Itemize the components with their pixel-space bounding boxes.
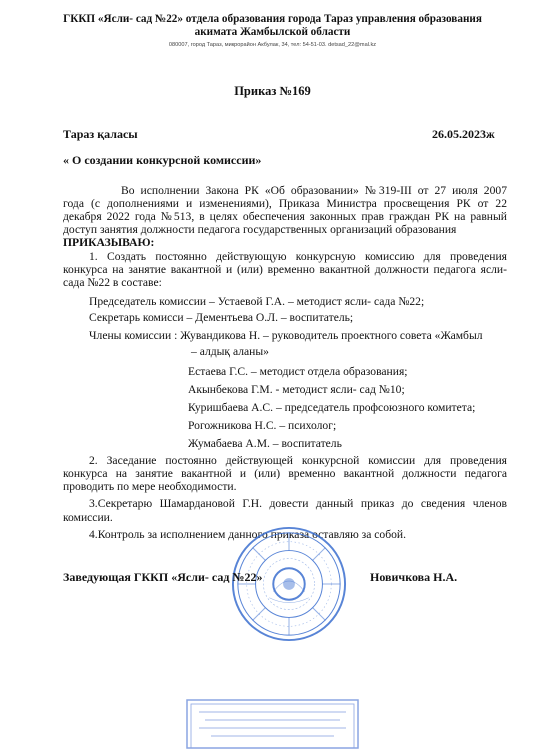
commission-members-line2: – алдық аланы» <box>191 345 269 358</box>
item2-line3: проводить по мере необходимости. <box>63 480 237 493</box>
commission-members-line1: Члены комиссии : Жувандикова Н. – руководитель проектного совета «Жамбыл <box>89 329 483 342</box>
preamble-line2: года (с дополнениями и изменениями), Приказа Министра просвещения РК от 22 <box>63 197 507 210</box>
orders-word: ПРИКАЗЫВАЮ: <box>63 236 155 249</box>
preamble-line1: Во исполнении Закона РК «Об образовании» №319-III от 27 июля 2007 <box>121 184 507 197</box>
commission-secretary: Секретарь комисси – Дементьева О.Л. – воспитатель; <box>89 311 354 324</box>
order-subject: « О создании конкурсной комиссии» <box>63 153 262 167</box>
signature-name: Новичкова Н.А. <box>370 570 458 584</box>
org-address: 080007, город Тараз, микрорайон Акбулак, 34, тел: 54-51-03. detsad_22@mal.kz <box>168 42 377 48</box>
item1-line1: 1. Создать постоянно действующую конкурсную комиссию для проведения <box>89 250 507 263</box>
org-name-line1: ГККП «Ясли- сад №22» отдела образования города Тараз управления образования <box>63 13 482 25</box>
preamble-line4: доступ занятия должности педагога государственных организаций образования <box>63 223 457 236</box>
commission-member: Жумабаева А.М. – воспитатель <box>188 437 342 450</box>
commission-member: Рогожникова Н.С. – психолог; <box>188 419 337 432</box>
registration-stamp <box>185 698 360 750</box>
item2-line1: 2. Заседание постоянно действующей конкурсной комиссии для проведения <box>89 454 507 467</box>
item3-line2: комиссии. <box>63 511 113 524</box>
signature-position: Заведующая ГККП «Ясли- сад №22» <box>63 570 263 584</box>
item3-line1: 3.Секретарю Шамардановой Г.Н. довести данный приказ до сведения членов <box>89 497 507 510</box>
item1-line2: конкурса на занятие вакантной и (или) временно вакантной должности педагога ясли- <box>63 263 507 276</box>
commission-member: Куришбаева А.С. – председатель профсоюзного комитета; <box>188 401 476 414</box>
org-name-line2: акимата Жамбылской области <box>194 26 351 38</box>
commission-chair: Председатель комиссии – Устаевой Г.А. – методист ясли- сада №22; <box>89 295 425 308</box>
item1-line3: сада №22 в составе: <box>63 276 162 289</box>
item2-line2: конкурса на занятие вакантной и (или) временно вакантной должности педагога <box>63 467 507 480</box>
commission-member: Акынбекова Г.М. - методист ясли- сад №10; <box>188 383 405 396</box>
commission-member: Естаева Г.С. – методист отдела образования; <box>188 365 408 378</box>
item4-line1: 4.Контроль за исполнением данного приказа оставляю за собой. <box>89 528 407 541</box>
order-city: Тараз қаласы <box>63 127 138 141</box>
order-date: 26.05.2023ж <box>432 127 495 141</box>
preamble-line3: декабря 2022 года №513, в целях обеспечения законных прав граждан РК на равный <box>63 210 507 223</box>
order-title: Приказ №169 <box>234 84 311 98</box>
